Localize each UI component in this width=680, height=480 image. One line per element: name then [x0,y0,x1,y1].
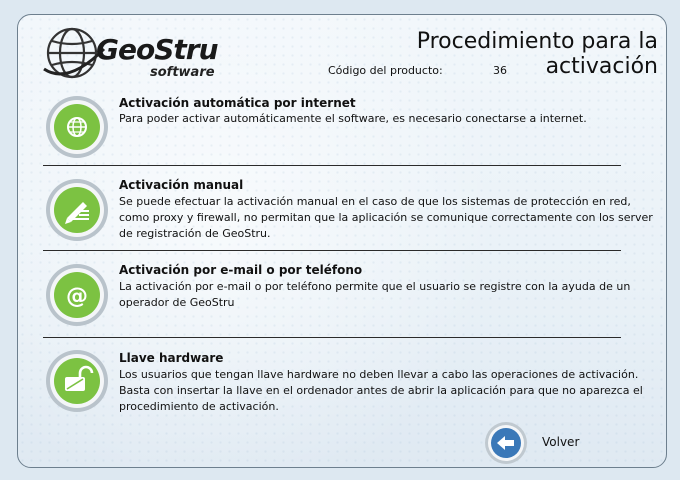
logo-sub-text: software [150,65,215,80]
option-title[interactable]: Llave hardware [119,351,224,365]
main-panel [17,14,667,468]
back-button[interactable] [484,421,528,465]
at-sign-icon[interactable] [45,263,109,327]
geostru-logo [38,21,228,85]
option-description: La activación por e-mail o por teléfono permite que el usuario se registre con la ayuda de un operador de GeoStru [119,280,631,309]
option-email-phone-activation[interactable] [18,263,667,339]
option-description: Los usuarios que tengan llave hardware no deben llevar a cabo las operaciones de activación. Basta con insertar la llave en el ordenador antes de abrir la aplicación para que no aparezca el procedimiento de activación. [119,368,643,413]
divider [43,165,621,166]
product-code-value: 36 [493,64,507,77]
option-title[interactable]: Activación por e-mail o por teléfono [119,263,363,277]
pencil-icon[interactable] [45,178,109,242]
logo-brand-text: GeoStru [96,33,218,66]
svg-text:@: @ [66,284,88,309]
option-title[interactable]: Activación automática por internet [119,96,356,110]
option-title[interactable]: Activación manual [119,178,244,192]
globe-icon[interactable] [45,95,109,159]
option-description: Se puede efectuar la activación manual en el caso de que los sistemas de protección en red, como proxy y firewall, no permitan que la aplicación se comunique correctamente con los server de registración de GeoStru. [119,195,653,240]
product-code-label: Código del producto: [328,64,443,77]
option-description: Para poder activar automáticamente el software, es necesario conectarse a internet. [119,112,587,125]
divider [43,250,621,251]
option-hardware-key[interactable] [18,349,667,425]
page-title: Procedimiento para la activación [416,29,658,79]
divider [43,337,621,338]
option-internet-activation[interactable] [18,95,667,165]
option-manual-activation[interactable] [18,178,667,258]
back-label[interactable]: Volver [542,435,580,449]
unlock-icon[interactable] [45,349,109,413]
